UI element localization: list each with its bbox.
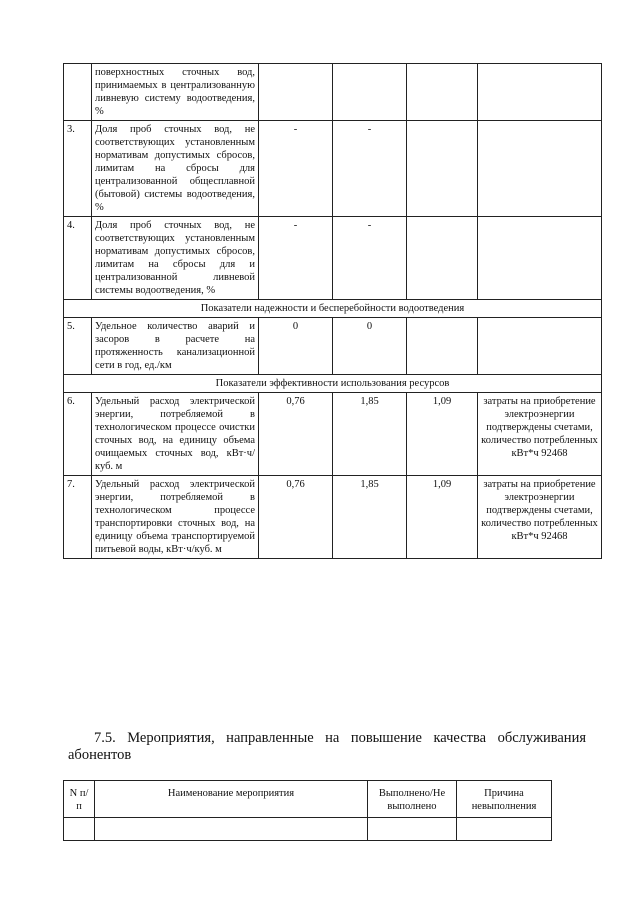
header-done: Выполнено/Не выполнено (368, 781, 457, 818)
indicator-row (64, 393, 602, 476)
section-heading-line-2: абонентов (68, 747, 132, 763)
section-heading-line-1: 7.5. Мероприятия, направленные на повышение качества обслуживания (94, 730, 586, 746)
section-title: Показатели надежности и бесперебойности водоотведения (64, 300, 602, 318)
value-cell-2: - (333, 121, 407, 217)
note-cell: затраты на приобретение электроэнергии подтверждены счетами, количество потребленных кВт*ч 92468 (478, 476, 602, 559)
value-cell-3: 1,09 (407, 476, 478, 559)
empty-cell (457, 818, 552, 841)
header-reason: Причина невыполнения (457, 781, 552, 818)
note-cell: затраты на приобретение электроэнергии подтверждены счетами, количество потребленных кВт*ч 92468 (478, 393, 602, 476)
row-number: 5. (64, 318, 92, 375)
row-number: 6. (64, 393, 92, 476)
section-title: Показатели эффективности использования ресурсов (64, 375, 602, 393)
section-row (64, 375, 602, 393)
indicator-description: Доля проб сточных вод, не соответствующих установленным нормативам допустимых сбросов, лимитам на сбросы для и централизованной ливневой системы водоотведения, % (92, 217, 259, 300)
row-number (64, 64, 92, 121)
section-row (64, 300, 602, 318)
value-cell-1: 0,76 (259, 393, 333, 476)
row-number: 3. (64, 121, 92, 217)
measures-empty-row (64, 818, 552, 841)
value-cell-3 (407, 121, 478, 217)
value-cell-3 (407, 217, 478, 300)
row-number: 4. (64, 217, 92, 300)
indicator-description: Доля проб сточных вод, не соответствующих установленным нормативам допустимых сбросов, лимитам на сбросы для централизованной общесплавной (бытовой) системы водоотведения, % (92, 121, 259, 217)
value-cell-1: - (259, 217, 333, 300)
empty-cell (64, 818, 95, 841)
indicator-row (64, 476, 602, 559)
indicator-description: Удельный расход электрической энергии, потребляемой в технологическом процессе очистки сточных вод, на единицу объема очищаемых сточных вод, кВт·ч/куб. м (92, 393, 259, 476)
indicator-row (64, 318, 602, 375)
value-cell-2: 1,85 (333, 393, 407, 476)
value-cell-1: 0 (259, 318, 333, 375)
value-cell-1: 0,76 (259, 476, 333, 559)
value-cell-2: 0 (333, 318, 407, 375)
indicator-description: Удельное количество аварий и засоров в расчете на протяженность канализационной сети в год, ед./км (92, 318, 259, 375)
value-cell-3 (407, 318, 478, 375)
empty-cell (368, 818, 457, 841)
note-cell (478, 64, 602, 121)
indicator-row (64, 64, 602, 121)
indicators-table (63, 63, 602, 559)
measures-header-row (64, 781, 552, 818)
note-cell (478, 318, 602, 375)
measures-table (63, 780, 552, 841)
note-cell (478, 217, 602, 300)
value-cell-1 (259, 64, 333, 121)
header-name: Наименование мероприятия (95, 781, 368, 818)
section-heading (68, 730, 586, 764)
value-cell-2: 1,85 (333, 476, 407, 559)
indicator-description: Удельный расход электрической энергии, потребляемой в технологическом процессе транспортировки сточных вод, на единицу объема транспортируемой питьевой воды, кВт·ч/куб. м (92, 476, 259, 559)
value-cell-3: 1,09 (407, 393, 478, 476)
header-num: N п/п (64, 781, 95, 818)
indicator-description: поверхностных сточных вод, принимаемых в централизованную ливневую систему водоотведения, % (92, 64, 259, 121)
note-cell (478, 121, 602, 217)
value-cell-2 (333, 64, 407, 121)
row-number: 7. (64, 476, 92, 559)
value-cell-2: - (333, 217, 407, 300)
indicator-row (64, 121, 602, 217)
indicator-row (64, 217, 602, 300)
value-cell-3 (407, 64, 478, 121)
empty-cell (95, 818, 368, 841)
value-cell-1: - (259, 121, 333, 217)
